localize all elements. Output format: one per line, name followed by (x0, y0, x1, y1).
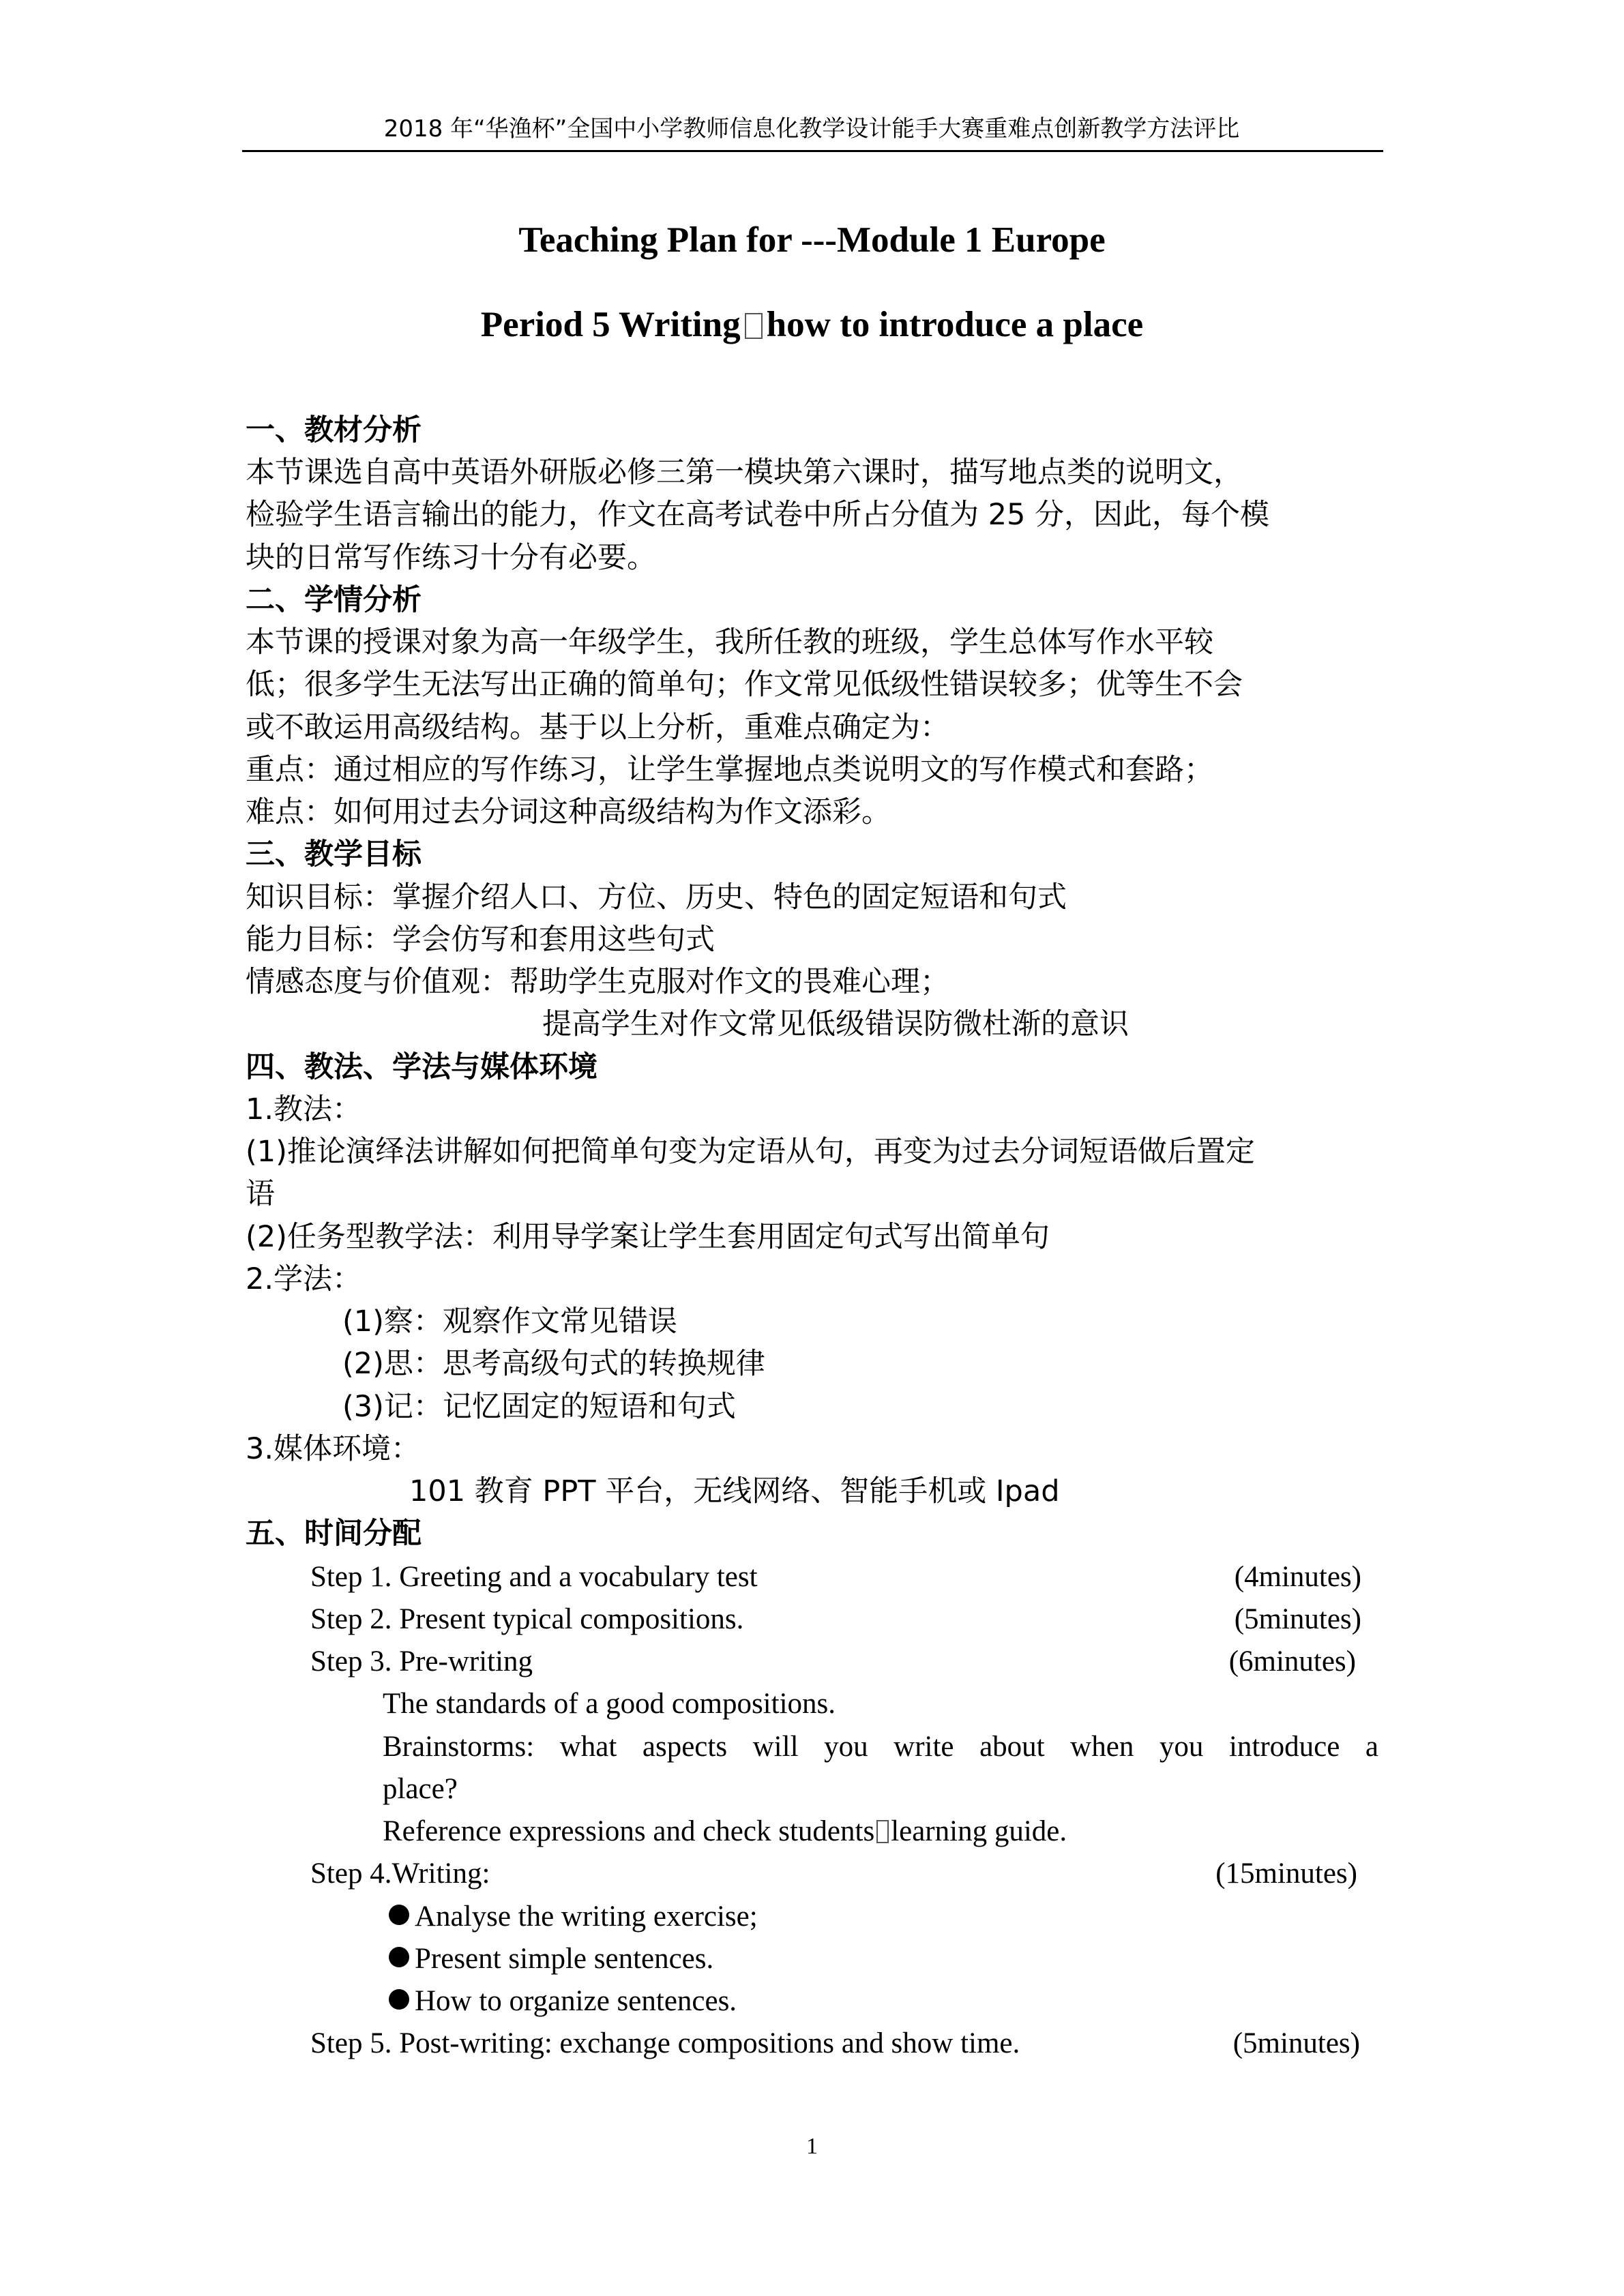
teaching-method-1: (1)推论演绎法讲解如何把简单句变为定语从句，再变为过去分词短语做后置定 (246, 1135, 1255, 1169)
step-label: Step 3. Pre-writing (310, 1645, 533, 1678)
paragraph-line: 本节课选自高中英语外研版必修三第一模块第六课时，描写地点类的说明文， (246, 456, 1243, 490)
page-number: 1 (806, 2134, 818, 2159)
bullet-item (389, 1900, 758, 1933)
paragraph-line: 低；很多学生无法写出正确的简单句；作文常见低级性错误较多；优等生不会 (246, 668, 1243, 702)
media-environment-text: 101 教育 PPT 平台，无线网络、智能手机或 Ipad (409, 1474, 1060, 1508)
document-subtitle (0, 304, 1624, 346)
step-time: (6minutes) (1228, 1645, 1356, 1678)
bullet-item (389, 1984, 737, 2018)
paragraph-line: 本节课的授课对象为高一年级学生，我所任教的班级，学生总体写作水平较 (246, 625, 1213, 659)
difficult-point-line: 难点：如何用过去分词这种高级结构为作文添彩。 (246, 795, 891, 829)
attitude-goal-continued: 提高学生对作文常见低级错误防微杜渐的意识 (542, 1007, 1129, 1041)
step-detail-prefix: Reference expressions and check students (383, 1815, 875, 1847)
step-time: (5minutes) (1232, 2027, 1360, 2059)
step-label: Step 2. Present typical compositions. (310, 1603, 744, 1635)
step-time: (4minutes) (1234, 1561, 1361, 1593)
section-heading-3: 三、教学目标 (246, 837, 422, 871)
attitude-goal: 情感态度与价值观：帮助学生克服对作文的畏难心理； (246, 965, 949, 999)
ability-goal: 能力目标：学会仿写和套用这些句式 (246, 923, 715, 957)
paragraph-line: 检验学生语言输出的能力，作文在高考试卷中所占分值为 25 分，因此，每个模 (246, 498, 1270, 532)
section-heading-5: 五、时间分配 (246, 1517, 422, 1551)
step-label: Step 1. Greeting and a vocabulary test (310, 1561, 758, 1593)
header-rule (242, 150, 1383, 152)
learning-method-item: (3)记：记忆固定的短语和句式 (342, 1390, 736, 1424)
teaching-method-2: (2)任务型教学法：利用导学案让学生套用固定句式写出简单句 (246, 1220, 1050, 1254)
learning-method-label: 2.学法： (246, 1262, 362, 1296)
missing-glyph-box (745, 313, 763, 339)
step-time: (15minutes) (1215, 1858, 1357, 1890)
step-detail-line: Brainstorms: what aspects will you write about when you introduce a (383, 1731, 1378, 1763)
step-detail-line: The standards of a good compositions. (383, 1688, 836, 1720)
step-detail-suffix: learning guide. (891, 1815, 1067, 1847)
teaching-method-1-continued: 语 (246, 1177, 275, 1211)
subtitle-prefix: Period 5 Writing (480, 305, 741, 344)
learning-method-item: (1)察：观察作文常见错误 (342, 1304, 677, 1339)
step-label: Step 5. Post-writing: exchange compositions and show time. (310, 2027, 1020, 2059)
step-detail-line: place? (383, 1773, 458, 1805)
section-heading-4: 四、教法、学法与媒体环境 (246, 1050, 597, 1084)
bullet-icon (389, 1989, 409, 2010)
subtitle-suffix: how to introduce a place (766, 305, 1144, 344)
missing-glyph-box (876, 1820, 889, 1843)
bullet-text: Analyse the writing exercise; (415, 1900, 758, 1933)
bullet-item (389, 1942, 713, 1976)
section-heading-2: 二、学情分析 (246, 583, 422, 617)
step-time: (5minutes) (1234, 1603, 1361, 1635)
bullet-icon (389, 1905, 409, 1925)
paragraph-line: 块的日常写作练习十分有必要。 (246, 541, 656, 575)
media-environment-label: 3.媒体环境： (246, 1432, 421, 1466)
document-title: Teaching Plan for ---Module 1 Europe (518, 220, 1106, 260)
bullet-text: Present simple sentences. (415, 1943, 714, 1975)
step-detail-line (383, 1815, 1067, 1848)
key-point-line: 重点：通过相应的写作练习，让学生掌握地点类说明文的写作模式和套路； (246, 753, 1213, 787)
section-heading-1: 一、教材分析 (246, 413, 422, 447)
step-label: Step 4.Writing: (310, 1858, 490, 1890)
teaching-method-label: 1.教法： (246, 1092, 362, 1127)
knowledge-goal: 知识目标：掌握介绍人口、方位、历史、特色的固定短语和句式 (246, 880, 1067, 914)
paragraph-line: 或不敢运用高级结构。基于以上分析，重难点确定为： (246, 711, 949, 745)
running-header: 2018 年“华渔杯”全国中小学教师信息化教学设计能手大赛重难点创新教学方法评比 (383, 115, 1240, 143)
bullet-text: How to organize sentences. (415, 1985, 737, 2017)
learning-method-item: (2)思：思考高级句式的转换规律 (342, 1347, 765, 1381)
bullet-icon (389, 1947, 409, 1967)
